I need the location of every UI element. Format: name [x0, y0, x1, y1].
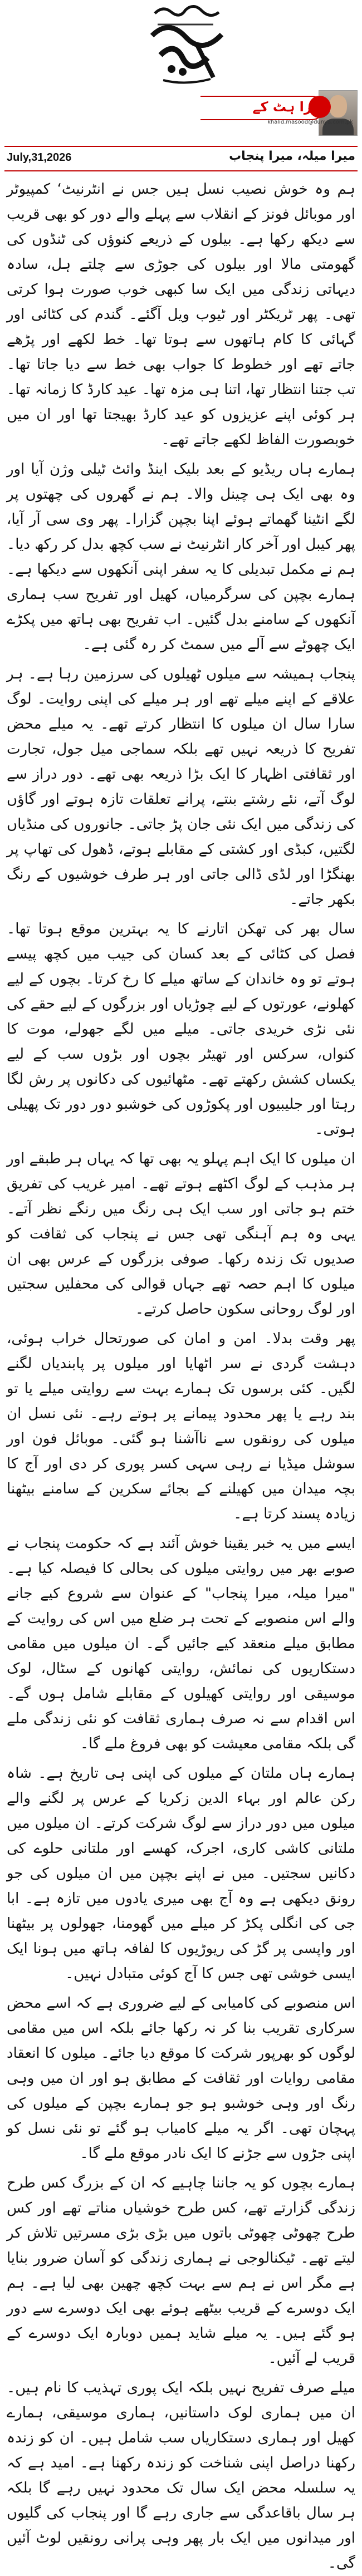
article-paragraph: ہمارے ہاں ملتان کے میلوں کی اپنی ہی تاریخ ہے۔ شاہ رکن عالم اور بہاء الدین زکریا کے عرس پر لگنے والے میلوں میں دور دراز سے لوگ شرکت کرتے۔ ان میلوں میں ملتانی کاشی کاری، اجرک، کھسے اور ملتانی حلوے کی دکانیں سجتیں۔ میں نے اپنے بچپن میں ان میلوں کی جو رونق دیکھی ہے وہ آج بھی میری یادوں میں تازہ ہے۔ ابا جی کی انگلی پکڑ کر میلے میں گھومنا، جھولوں پر بیٹھنا اور واپسی پر گڑ کی ریوڑیوں کا لفافہ ہاتھ میں ہونا ایک ایسی خوشی تھی جس کا آج کوئی متبادل نہیں۔ [7, 1765, 355, 1982]
publish-date: July,31,2026 [7, 151, 72, 164]
article-paragraph: سال بھر کی تھکن اتارنے کا یہ بہترین موقع ہوتا تھا۔ فصل کی کٹائی کے بعد کسان کی جیب میں کچھ پیسے ہوتے تو وہ خاندان کے ساتھ میلے کا رخ کرتا۔ بچوں کے لیے کھلونے، عورتوں کے لیے چوڑیاں اور بزرگوں کے لیے حقے کی نئی نڑی خریدی جاتی۔ میلے میں لگے جھولے، موت کا کنواں، سرکس اور تھیٹر بچوں اور بڑوں سب کے لیے یکساں کشش رکھتے تھے۔ مٹھائیوں کی دکانوں پر رش لگا رہتا اور جلیبیوں اور پکوڑوں کی خوشبو دور دور تک پھیلی ہوتی۔ [7, 921, 355, 1138]
article-paragraph: میلے صرف تفریح نہیں بلکہ ایک پوری تہذیب کا نام ہیں۔ ان میں ہماری لوک داستانیں، ہماری موسیقی، ہمارے کھیل اور ہماری دستکاریاں سب شامل ہیں۔ ان کو زندہ رکھنا دراصل اپنی شناخت کو زندہ رکھنا ہے۔ امید ہے کہ یہ سلسلہ محض ایک سال تک محدود نہیں رہے گا بلکہ ہر سال باقاعدگی سے جاری رہے گا اور پنجاب کی گلیوں اور میدانوں میں ایک بار پھر وہی پرانی رونقیں لوٹ آئیں گی۔ [7, 2380, 355, 2572]
article-paragraph: ان میلوں کا ایک اہم پہلو یہ بھی تھا کہ یہاں ہر طبقے اور ہر مذہب کے لوگ اکٹھے ہوتے تھے۔ امیر غریب کی تفریق ختم ہو جاتی اور سب ایک ہی رنگ میں رنگے نظر آتے۔ یہی وہ ہم آہنگی تھی جس نے پنجاب کی ثقافت کو صدیوں تک زندہ رکھا۔ صوفی بزرگوں کے عرس بھی ان میلوں کا اہم حصہ تھے جہاں قوالی کی محفلیں سجتیں اور لوگ روحانی سکون حاصل کرتے۔ [7, 1151, 355, 1318]
article-paragraph: ایسے میں یہ خبر یقینا خوش آئند ہے کہ حکومت پنجاب نے صوبے بھر میں روایتی میلوں کی بحالی کا فیصلہ کیا ہے۔ "میرا میلہ، میرا پنجاب" کے عنوان سے شروع کیے جانے والے اس منصوبے کے تحت ہر ضلع میں اس کی روایت کے مطابق میلے منعقد کیے جائیں گے۔ ان میلوں میں مقامی دستکاریوں کی نمائش، روایتی کھانوں کے سٹال، لوک موسیقی اور روایتی کھیلوں کے مقابلے شامل ہوں گے۔ اس اقدام سے نہ صرف ہماری ثقافت کو نئی زندگی ملے گی بلکہ مقامی معیشت کو بھی فروغ ملے گا۔ [7, 1535, 355, 1752]
article-paragraph: ہم وہ خوش نصیب نسل ہیں جس نے انٹرنیٹ‘ کمپیوٹر اور موبائل فونز کے انقلاب سے پہلے والے دور کو بھی قریب سے دیکھ رکھا ہے۔ بیلوں کے ذریعے کنوؤں کی ٹنڈوں کی گھومتی مالا اور بیلوں کی جوڑی سے چلتے ہل، سادہ دیہاتی زندگی میں ایک سا کبھی خوب صورت ہوا کرتی تھی۔ پھر ٹریکٹر اور ٹیوب ویل آگئے۔ گندم کی کٹائی اور گہائی کا کام ہاتھوں سے ہوتا تھا۔ خط لکھے اور پڑھے جاتے تھے اور خطوط کا جواب بھی خط سے دیا جاتا تھا۔ تب جتنا انتظار تھا، اتنا ہی مزہ تھا۔ عید کارڈ کا زمانہ تھا۔ ہر کوئی اپنے عزیزوں کو عید کارڈ بھیجتا تھا اور ان میں خوبصورت الفاظ لکھے جاتے تھے۔ [7, 181, 355, 448]
masthead [4, 0, 358, 89]
author-email: khalid.masood@dunya.com.pk [267, 119, 353, 125]
article-paragraph: ہمارے ہاں ریڈیو کے بعد بلیک اینڈ وائٹ ٹیلی وژن آیا اور وہ بھی ایک ہی چینل والا۔ ہم نے گھروں کی چھتوں پر لگے انٹینا گھماتے ہوئے اپنا بچپن گزارا۔ پھر وی سی آر آیا، پھر کیبل اور آخر کار انٹرنیٹ نے سب کچھ بدل کر رکھ دیا۔ ہم نے مکمل تبدیلی کا یہ سفر اپنی آنکھوں سے دیکھا ہے۔ ہمارے بچپن کی سرگرمیاں، کھیل اور تفریح سب ہماری آنکھوں کے سامنے بدل گئیں۔ اب تفریح بھی ہاتھ میں پکڑے ایک چھوٹے سے آلے میں سمٹ کر رہ گئی ہے۔ [7, 461, 355, 653]
article-paragraph: اس منصوبے کی کامیابی کے لیے ضروری ہے کہ اسے محض سرکاری تقریب بنا کر نہ رکھا جائے بلکہ اس میں مقامی لوگوں کو بھرپور شرکت کا موقع دیا جائے۔ میلوں کا انعقاد مقامی روایات اور ثقافت کے مطابق ہو اور ان میں وہی رنگ اور وہی خوشبو ہو جو ہمارے بچپن کے میلوں کی پہچان تھی۔ اگر یہ میلے کامیاب ہو گئے تو نئی نسل کو اپنی جڑوں سے جڑنے کا ایک نادر موقع ملے گا۔ [7, 1995, 355, 2162]
column-name: ذرا ہٹ کے [252, 99, 319, 115]
article-body [7, 177, 355, 2572]
article-paragraph: پنجاب ہمیشہ سے میلوں ٹھیلوں کی سرزمین رہا ہے۔ ہر علاقے کے اپنے میلے تھے اور ہر میلے کی اپنی روایت۔ لوگ سارا سال ان میلوں کا انتظار کرتے تھے۔ یہ میلے محض تفریح کا ذریعہ نہیں تھے بلکہ سماجی میل جول، تجارت اور ثقافتی اظہار کا ایک بڑا ذریعہ بھی تھے۔ دور دراز سے لوگ آتے، نئے رشتے بنتے، پرانے تعلقات تازہ ہوتے اور گاؤں کی زندگی میں ایک نئی جان پڑ جاتی۔ جانوروں کی منڈیاں لگتیں، کبڈی اور کشتی کے مقابلے ہوتے، ڈھول کی تھاپ پر بھنگڑا اور لڈی ڈالی جاتی اور ہر طرف خوشیوں کے رنگ بکھر جاتے۔ [7, 666, 355, 908]
dunya-logo [130, 2, 241, 86]
title-bar [4, 146, 358, 171]
article-title: میرا میلہ، میرا پنجاب [229, 149, 355, 163]
article-paragraph: پھر وقت بدلا۔ امن و امان کی صورتحال خراب ہوئی، دہشت گردی نے سر اٹھایا اور میلوں پر پابندیاں لگنے لگیں۔ کئی برسوں تک ہمارے بہت سے روایتی میلے یا تو بند رہے یا پھر محدود پیمانے پر ہوتے رہے۔ نئی نسل ان میلوں کی رونقوں سے ناآشنا ہو گئی۔ موبائل فون اور سوشل میڈیا نے رہی سہی کسر پوری کر دی اور آج کا بچہ میدان میں کھیلنے کے بجائے سکرین کے سامنے بیٹھنا زیادہ پسند کرتا ہے۔ [7, 1330, 355, 1522]
article-paragraph: ہمارے بچوں کو یہ جاننا چاہیے کہ ان کے بزرگ کس طرح زندگی گزارتے تھے، کس طرح خوشیاں مناتے تھے اور کس طرح چھوٹی چھوٹی باتوں میں بڑی بڑی مسرتیں تلاش کر لیتے تھے۔ ٹیکنالوجی نے ہماری زندگی کو آسان ضرور بنایا ہے مگر اس نے ہم سے بہت کچھ چھین بھی لیا ہے۔ ہم ایک دوسرے کے قریب بیٹھے ہوئے بھی ایک دوسرے سے دور ہو گئے ہیں۔ یہ میلے شاید ہمیں دوبارہ ایک دوسرے کے قریب لے آئیں۔ [7, 2175, 355, 2367]
column-name-badge [200, 96, 324, 120]
column-byline [4, 90, 358, 146]
